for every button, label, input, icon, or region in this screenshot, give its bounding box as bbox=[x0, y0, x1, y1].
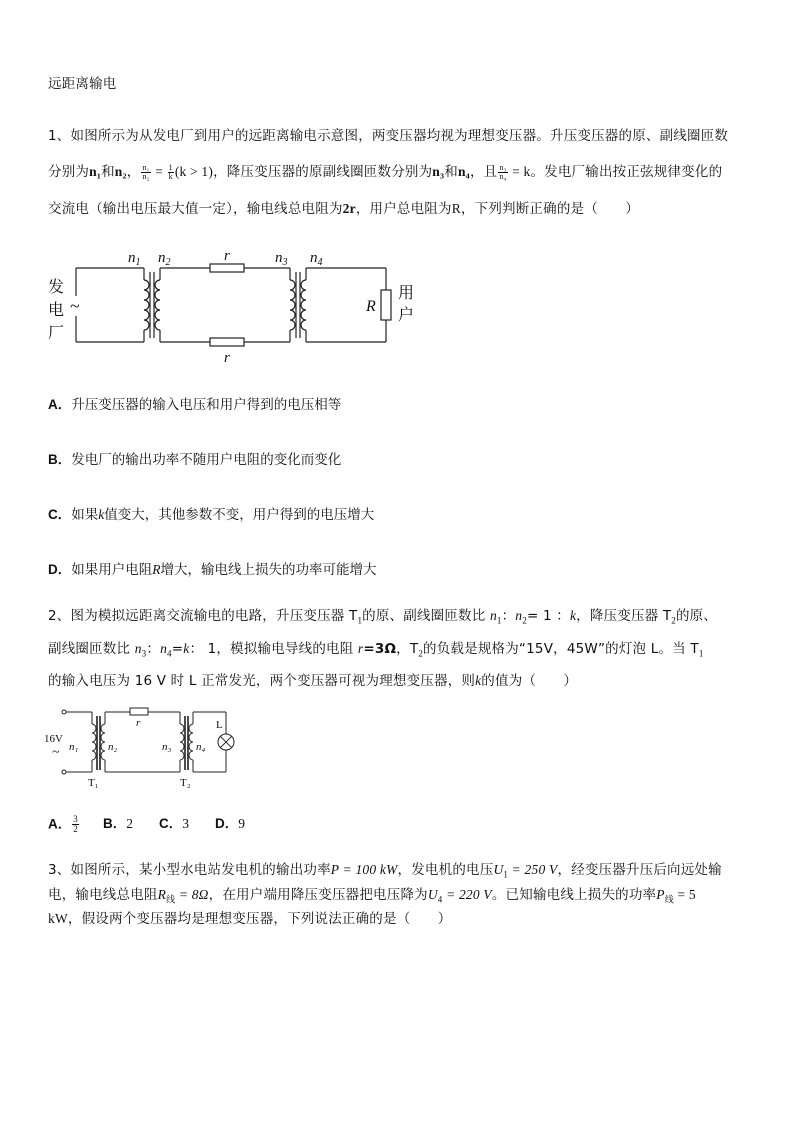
q2-text: 2、图为模拟远距离交流输电的电路，升压变压器 T bbox=[48, 608, 358, 624]
q2-diagram-n1: n₁ bbox=[69, 741, 79, 753]
option-variable: k bbox=[98, 507, 105, 522]
frac-numerator: n₁ bbox=[142, 162, 150, 172]
q1-option-a[interactable]: A．升压变压器的输入电压和用户得到的电压相等 bbox=[48, 397, 342, 413]
q2-diagram-r: r bbox=[136, 717, 141, 729]
q2-diagram-T1: T₁ bbox=[88, 777, 99, 789]
option-letter: C bbox=[159, 816, 169, 831]
q2-text: 的原、副线圈匝数比 bbox=[362, 608, 490, 624]
q1-diagram-n3: $n_3$ bbox=[275, 250, 288, 268]
q2-diagram-n4: n₄ bbox=[196, 741, 206, 753]
q1-equals-k: = k bbox=[508, 164, 531, 179]
q1-option-b[interactable]: B．发电厂的输出功率不随用户电阻的变化而变化 bbox=[48, 452, 342, 468]
q2-option-b[interactable]: B．2 bbox=[103, 816, 133, 831]
q2-text: ： bbox=[146, 641, 161, 657]
q1-text: 。发电厂输出按正弦规律变化的 bbox=[530, 164, 723, 180]
q1-diagram-label-hu: 户 bbox=[398, 305, 415, 324]
option-text: 9 bbox=[238, 816, 245, 831]
q1-text: ， bbox=[126, 164, 141, 180]
q2-text: =3Ω bbox=[363, 641, 397, 657]
q1-n2: n₂ bbox=[114, 164, 127, 179]
q1-diagram-r-top: r bbox=[224, 248, 230, 264]
q2-var: n bbox=[134, 641, 142, 656]
q2-sub: 1 bbox=[496, 615, 502, 626]
q3-text: 3、如图所示，某小型水电站发电机的输出功率 bbox=[48, 862, 331, 878]
q2-diagram-n2: n₂ bbox=[108, 741, 118, 753]
q1-condition: (k > 1) bbox=[174, 164, 214, 179]
q2-line1 bbox=[48, 607, 717, 630]
q2-text: 的值为（ ） bbox=[481, 673, 578, 689]
q3-sub: 线 bbox=[664, 895, 674, 906]
q2-line3 bbox=[48, 672, 577, 690]
q3-var: U bbox=[493, 862, 504, 877]
q1-n4: n₄ bbox=[457, 164, 470, 179]
q1-diagram-label-yong: 用 bbox=[398, 283, 415, 302]
q2-option-d[interactable]: D．9 bbox=[215, 816, 245, 831]
frac-denominator: 2 bbox=[73, 824, 78, 834]
q1-text: ，降压变压器的原副线圈匝数分别为 bbox=[213, 164, 433, 180]
q1-R: R bbox=[451, 201, 461, 216]
q2-var: k bbox=[569, 608, 577, 623]
q1-fraction-n3-n4 bbox=[498, 164, 507, 181]
q3-text: ，在用户端用降压变压器把电压降为 bbox=[208, 887, 428, 903]
q2-text: ： 1，模拟输电导线的电阻 bbox=[189, 641, 358, 657]
q3-text: ，发电机的电压 bbox=[397, 862, 494, 878]
frac-denominator: k bbox=[168, 171, 173, 181]
option-text: 3 bbox=[182, 816, 189, 831]
q1-fraction-1-k bbox=[168, 164, 174, 181]
q1-diagram-n1: $n_1$ bbox=[128, 250, 141, 268]
q3-value: = 5 bbox=[673, 887, 696, 902]
q3-unit: kW bbox=[48, 911, 68, 926]
q2-var: n bbox=[515, 608, 523, 623]
q2-diagram-voltage: 16V bbox=[44, 733, 63, 745]
option-text: 升压变压器的输入电压和用户得到的电压相等 bbox=[71, 397, 342, 413]
q2-sub: 2 bbox=[671, 615, 676, 626]
q2-text: 的原、 bbox=[675, 608, 718, 624]
q3-var: U bbox=[427, 887, 438, 902]
option-letter: D bbox=[215, 816, 225, 831]
option-letter: B bbox=[48, 452, 58, 467]
q1-text: ，且 bbox=[469, 164, 498, 180]
q2-sub: 2 bbox=[418, 648, 424, 659]
option-letter: A bbox=[48, 397, 58, 412]
q3-var: R bbox=[157, 887, 167, 902]
q2-sub: 2 bbox=[522, 615, 527, 626]
q3-power: P = 100 kW bbox=[330, 862, 398, 877]
q1-2r: 2r bbox=[342, 201, 356, 216]
q2-var: k bbox=[475, 673, 482, 688]
q1-diagram-R: R bbox=[366, 298, 376, 315]
q3-var: P bbox=[656, 887, 665, 902]
q3-sub: 线 bbox=[166, 895, 176, 906]
q2-diagram-L: L bbox=[216, 719, 223, 731]
q1-equals: = bbox=[151, 164, 167, 179]
q1-text: ，用户总电阻为 bbox=[355, 201, 452, 217]
option-text: 发电厂的输出功率不随用户电阻的变化而变化 bbox=[71, 452, 342, 468]
q1-diagram-n2: $n_2$ bbox=[158, 250, 171, 268]
q1-text: ，下列判断正确的是（ ） bbox=[460, 201, 640, 217]
q3-value: = 8Ω bbox=[175, 887, 209, 902]
q1-diagram-ac-source: ~ bbox=[70, 296, 80, 316]
q1-circuit-diagram bbox=[44, 244, 424, 366]
q2-var: n bbox=[489, 608, 497, 623]
q1-line3 bbox=[48, 200, 639, 218]
q1-diagram-r-bottom: r bbox=[224, 350, 230, 366]
q1-fraction-n1-n2 bbox=[141, 164, 150, 181]
q1-option-c[interactable]: C．如果k值变大，其他参数不变，用户得到的电压增大 bbox=[48, 507, 375, 523]
q2-var: n bbox=[160, 641, 168, 656]
q2-text: ，T bbox=[396, 641, 419, 657]
q1-diagram-label-chang: 厂 bbox=[48, 323, 65, 342]
q2-diagram-ac: ~ bbox=[52, 745, 60, 760]
q2-text: = bbox=[171, 641, 184, 657]
q3-value: = 220 V bbox=[442, 887, 492, 902]
q2-sub: 1 bbox=[357, 615, 363, 626]
option-letter: A bbox=[48, 816, 58, 832]
q3-line2 bbox=[48, 886, 696, 910]
q1-line1: 1、如图所示为从发电厂到用户的远距离输电示意图，两变压器均视为理想变压器。升压变压器的原、副线圈匝数 bbox=[48, 128, 729, 144]
q2-var: k bbox=[183, 641, 190, 656]
q3-line3 bbox=[48, 910, 452, 928]
q2-option-c[interactable]: C．3 bbox=[159, 816, 189, 831]
q2-sub: 1 bbox=[698, 648, 704, 659]
q3-value: = 250 V bbox=[508, 862, 558, 877]
q2-text: = 1 ： bbox=[526, 608, 570, 624]
q1-line2 bbox=[48, 163, 722, 181]
q3-text: ，经变压器升压后向远处输 bbox=[557, 862, 722, 878]
q1-n3: n₃ bbox=[432, 164, 445, 179]
q1-diagram-label-dian: 电 bbox=[48, 300, 65, 319]
q2-var: r bbox=[357, 641, 364, 656]
q2-option-a[interactable]: A． $\frac{3}{2}$ bbox=[48, 814, 78, 834]
q2-text: 的输入电压为 16 V 时 L 正常发光，两个变压器可视为理想变压器，则 bbox=[48, 673, 476, 689]
q2-text: ： bbox=[501, 608, 516, 624]
section-title: 远距离输电 bbox=[48, 76, 117, 92]
option-fraction bbox=[72, 815, 79, 834]
q1-text: 分别为 bbox=[48, 164, 90, 180]
option-letter: C bbox=[48, 507, 58, 522]
q1-option-d[interactable]: D．如果用户电阻R增大，输电线上损失的功率可能增大 bbox=[48, 562, 377, 578]
frac-numerator: 1 bbox=[168, 162, 173, 172]
option-text: 值变大，其他参数不变，用户得到的电压增大 bbox=[104, 507, 375, 523]
option-text: 2 bbox=[126, 816, 133, 831]
option-variable: R bbox=[152, 562, 161, 577]
frac-denominator: n₂ bbox=[142, 171, 150, 181]
q1-diagram-label-fa: 发 bbox=[48, 277, 65, 296]
q2-circuit-diagram bbox=[44, 702, 244, 790]
frac-numerator: 3 bbox=[73, 814, 78, 824]
q3-line1 bbox=[48, 861, 722, 884]
q1-text: 和 bbox=[444, 164, 458, 180]
q2-diagram-T2: T₂ bbox=[180, 777, 191, 789]
q2-sub: 3 bbox=[141, 648, 147, 659]
q2-diagram-n3: n₃ bbox=[162, 741, 172, 753]
q2-text: 副线圈匝数比 bbox=[48, 641, 135, 657]
q2-text: 的负载是规格为“15V，45W”的灯泡 L。当 T bbox=[423, 641, 699, 657]
option-text: 如果 bbox=[71, 507, 99, 523]
option-text: 增大，输电线上损失的功率可能增大 bbox=[160, 562, 377, 578]
frac-numerator: n₃ bbox=[499, 162, 507, 172]
q3-text: ，假设两个变压器均是理想变压器，下列说法正确的是（ ） bbox=[67, 911, 452, 927]
q2-text: ，降压变压器 T bbox=[576, 608, 672, 624]
q3-sub: 1 bbox=[503, 869, 509, 880]
q1-n1: n₁ bbox=[89, 164, 102, 179]
q1-diagram-n4: $n_4$ bbox=[310, 250, 323, 268]
option-letter: D bbox=[48, 562, 58, 577]
q2-sub: 4 bbox=[167, 648, 172, 659]
q2-line2 bbox=[48, 640, 704, 663]
q1-text: 交流电（输出电压最大值一定），输电线总电阻为 bbox=[48, 201, 343, 217]
q1-text: 和 bbox=[101, 164, 115, 180]
frac-denominator: n₄ bbox=[499, 171, 507, 181]
q3-text: 。已知输电线上损失的功率 bbox=[491, 887, 657, 903]
option-text: 如果用户电阻 bbox=[71, 562, 153, 578]
q3-text: 电，输电线总电阻 bbox=[48, 887, 158, 903]
option-letter: B bbox=[103, 816, 113, 831]
q3-sub: 4 bbox=[437, 894, 443, 905]
